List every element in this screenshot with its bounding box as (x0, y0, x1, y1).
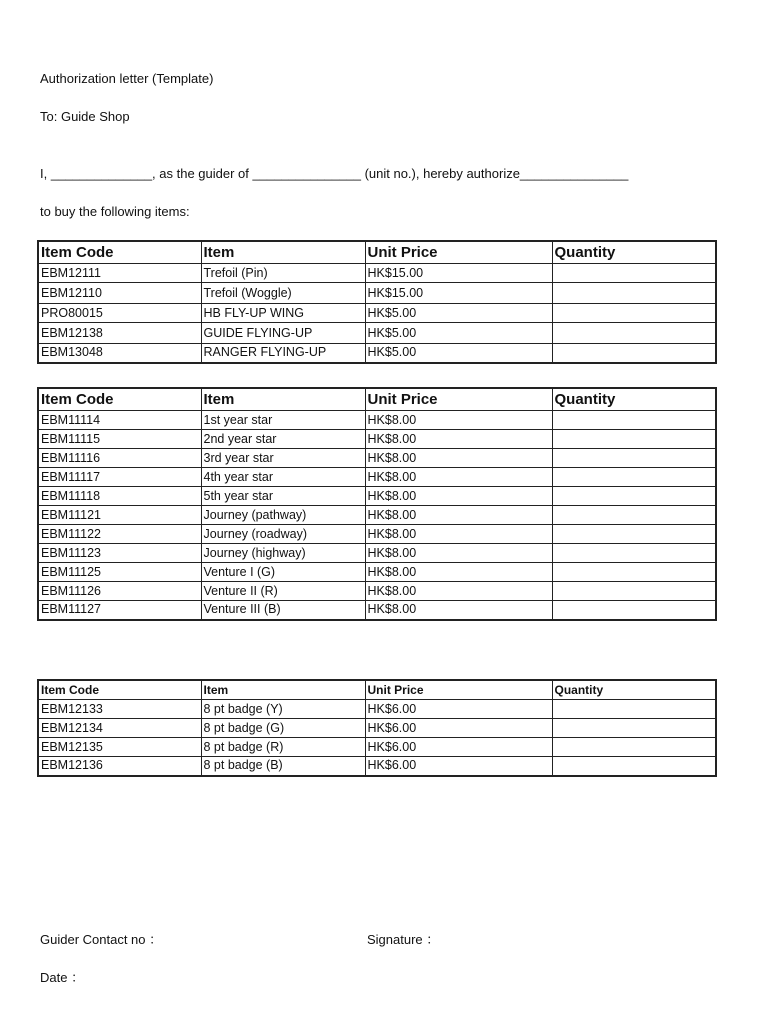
quantity-cell[interactable] (552, 544, 716, 563)
header-item-code: Item Code (38, 680, 201, 700)
unit-price-cell: HK$8.00 (365, 563, 552, 582)
item-code-cell: EBM12134 (38, 719, 201, 738)
table-row (38, 344, 716, 363)
quantity-cell[interactable] (552, 344, 716, 363)
item-name-cell: Venture III (B) (201, 601, 365, 620)
table-row (38, 738, 716, 757)
quantity-cell[interactable] (552, 487, 716, 506)
guider-contact-label: Guider Contact no ： (40, 932, 163, 947)
table-row (38, 411, 716, 430)
header-quantity: Quantity (552, 388, 716, 411)
item-code-cell: EBM11118 (38, 487, 201, 506)
item-code-cell: EBM12133 (38, 700, 201, 719)
quantity-cell[interactable] (552, 468, 716, 487)
quantity-cell[interactable] (552, 738, 716, 757)
unit-price-cell: HK$6.00 (365, 738, 552, 757)
item-code-cell: PRO80015 (38, 304, 201, 323)
recipient-line: To: Guide Shop (40, 109, 130, 124)
quantity-cell[interactable] (552, 283, 716, 304)
quantity-cell[interactable] (552, 449, 716, 468)
quantity-cell[interactable] (552, 757, 716, 776)
quantity-cell[interactable] (552, 430, 716, 449)
quantity-cell[interactable] (552, 323, 716, 344)
header-unit-price: Unit Price (365, 388, 552, 411)
unit-price-cell: HK$15.00 (365, 283, 552, 304)
item-name-cell: HB FLY-UP WING (201, 304, 365, 323)
table-row (38, 468, 716, 487)
item-name-cell: GUIDE FLYING-UP (201, 323, 365, 344)
quantity-cell[interactable] (552, 304, 716, 323)
table-header-row (38, 680, 716, 700)
items-table-badges (37, 240, 717, 364)
table-row (38, 506, 716, 525)
table-row (38, 757, 716, 776)
unit-price-cell: HK$6.00 (365, 700, 552, 719)
header-item-code: Item Code (38, 241, 201, 264)
unit-price-cell: HK$6.00 (365, 719, 552, 738)
unit-price-cell: HK$5.00 (365, 344, 552, 363)
quantity-cell[interactable] (552, 601, 716, 620)
quantity-cell[interactable] (552, 582, 716, 601)
header-unit-price: Unit Price (365, 241, 552, 264)
item-code-cell: EBM11127 (38, 601, 201, 620)
header-quantity: Quantity (552, 241, 716, 264)
table-row (38, 487, 716, 506)
unit-price-cell: HK$15.00 (365, 264, 552, 283)
quantity-cell[interactable] (552, 411, 716, 430)
unit-price-cell: HK$8.00 (365, 525, 552, 544)
item-name-cell: Journey (roadway) (201, 525, 365, 544)
table-header-row (38, 241, 716, 264)
items-table-pt-badges (37, 679, 717, 777)
unit-price-cell: HK$8.00 (365, 430, 552, 449)
quantity-cell[interactable] (552, 719, 716, 738)
quantity-cell[interactable] (552, 506, 716, 525)
date-label: Date ： (40, 970, 85, 985)
quantity-cell[interactable] (552, 264, 716, 283)
item-code-cell: EBM12135 (38, 738, 201, 757)
item-name-cell: 1st year star (201, 411, 365, 430)
item-name-cell: RANGER FLYING-UP (201, 344, 365, 363)
table-row (38, 582, 716, 601)
item-name-cell: 2nd year star (201, 430, 365, 449)
item-code-cell: EBM12136 (38, 757, 201, 776)
item-code-cell: EBM11122 (38, 525, 201, 544)
table-row (38, 700, 716, 719)
item-name-cell: Trefoil (Woggle) (201, 283, 365, 304)
item-code-cell: EBM11126 (38, 582, 201, 601)
unit-price-cell: HK$5.00 (365, 323, 552, 344)
unit-price-cell: HK$8.00 (365, 449, 552, 468)
unit-price-cell: HK$8.00 (365, 487, 552, 506)
item-name-cell: 4th year star (201, 468, 365, 487)
item-code-cell: EBM12138 (38, 323, 201, 344)
items-table-stars (37, 387, 717, 621)
unit-price-cell: HK$8.00 (365, 601, 552, 620)
item-code-cell: EBM11114 (38, 411, 201, 430)
table-row (38, 449, 716, 468)
item-name-cell: Journey (pathway) (201, 506, 365, 525)
unit-price-cell: HK$6.00 (365, 757, 552, 776)
header-quantity: Quantity (552, 680, 716, 700)
table-row (38, 719, 716, 738)
authorization-statement: I, ______________, as the guider of _______________ (unit no.), hereby authorize_______________ (40, 166, 629, 181)
table-row (38, 430, 716, 449)
item-name-cell: Journey (highway) (201, 544, 365, 563)
unit-price-cell: HK$8.00 (365, 544, 552, 563)
item-code-cell: EBM12111 (38, 264, 201, 283)
item-code-cell: EBM12110 (38, 283, 201, 304)
table-row (38, 323, 716, 344)
item-code-cell: EBM11117 (38, 468, 201, 487)
table-row (38, 544, 716, 563)
item-code-cell: EBM11123 (38, 544, 201, 563)
unit-price-cell: HK$8.00 (365, 506, 552, 525)
table-row (38, 525, 716, 544)
header-item-code: Item Code (38, 388, 201, 411)
table-row (38, 264, 716, 283)
unit-price-cell: HK$8.00 (365, 582, 552, 601)
item-code-cell: EBM11116 (38, 449, 201, 468)
quantity-cell[interactable] (552, 700, 716, 719)
item-name-cell: 5th year star (201, 487, 365, 506)
header-item: Item (201, 241, 365, 264)
table-row (38, 304, 716, 323)
unit-price-cell: HK$5.00 (365, 304, 552, 323)
table-header-row (38, 388, 716, 411)
quantity-cell[interactable] (552, 525, 716, 544)
buy-items-line: to buy the following items: (40, 204, 190, 219)
item-code-cell: EBM13048 (38, 344, 201, 363)
unit-price-cell: HK$8.00 (365, 411, 552, 430)
item-name-cell: 3rd year star (201, 449, 365, 468)
item-name-cell: Trefoil (Pin) (201, 264, 365, 283)
header-item: Item (201, 388, 365, 411)
item-code-cell: EBM11121 (38, 506, 201, 525)
letter-title: Authorization letter (Template) (40, 71, 214, 86)
item-code-cell: EBM11125 (38, 563, 201, 582)
item-name-cell: Venture II (R) (201, 582, 365, 601)
quantity-cell[interactable] (552, 563, 716, 582)
item-name-cell: 8 pt badge (R) (201, 738, 365, 757)
table-row (38, 283, 716, 304)
signature-label: Signature ： (367, 932, 440, 947)
item-code-cell: EBM11115 (38, 430, 201, 449)
table-row (38, 563, 716, 582)
item-name-cell: 8 pt badge (Y) (201, 700, 365, 719)
header-item: Item (201, 680, 365, 700)
item-name-cell: 8 pt badge (G) (201, 719, 365, 738)
table-row (38, 601, 716, 620)
item-name-cell: Venture I (G) (201, 563, 365, 582)
item-name-cell: 8 pt badge (B) (201, 757, 365, 776)
header-unit-price: Unit Price (365, 680, 552, 700)
unit-price-cell: HK$8.00 (365, 468, 552, 487)
